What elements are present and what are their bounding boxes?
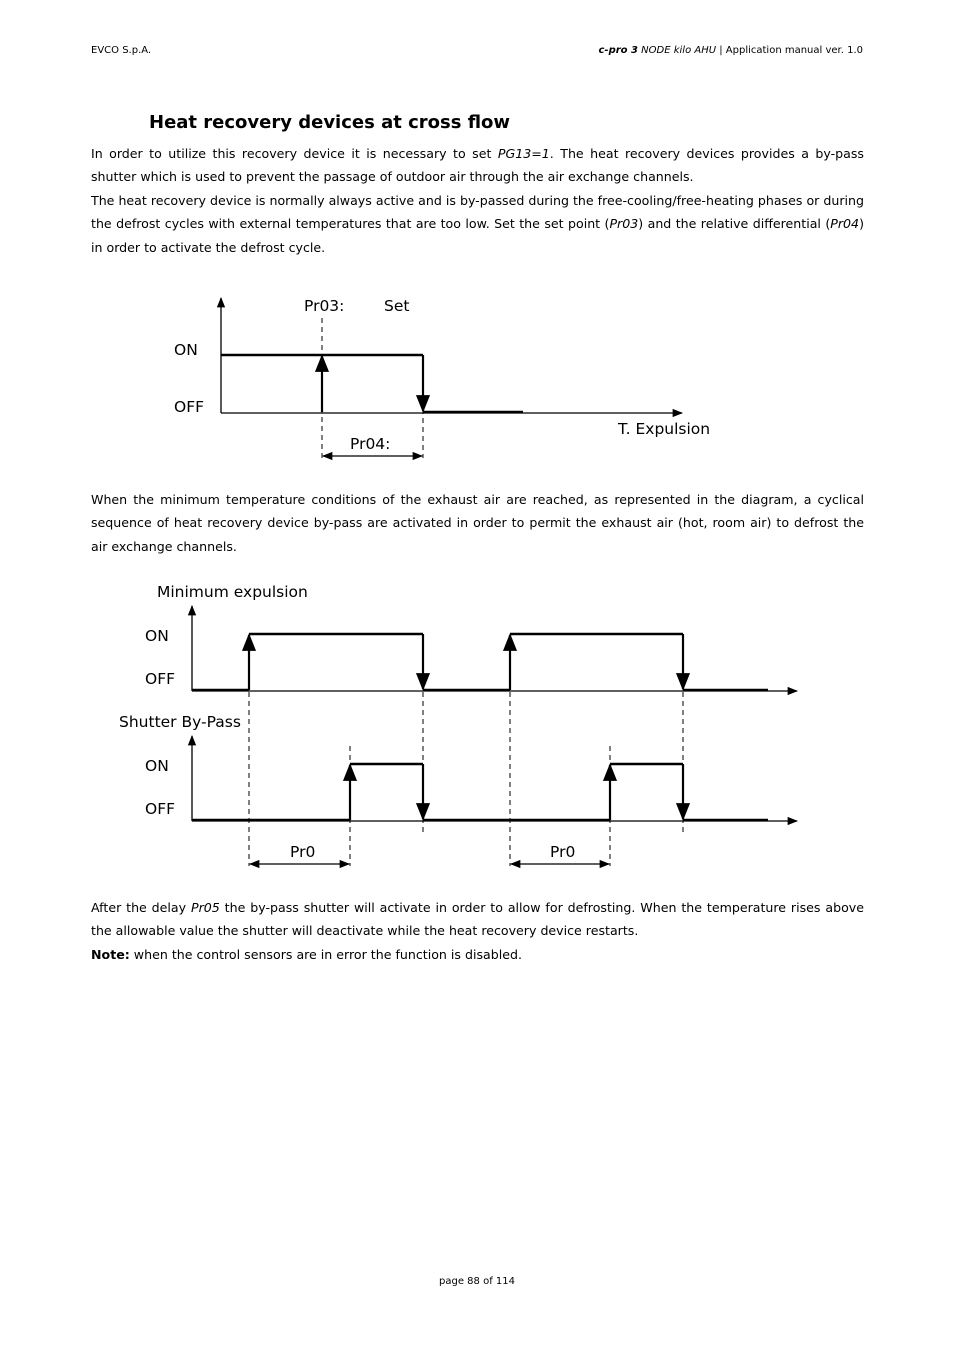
header-product-variant: NODE kilo AHU (641, 45, 717, 56)
d2-label-delay-2: Pr0 (550, 843, 576, 861)
d2-top-waveform (192, 634, 768, 690)
d2-label-top-signal: Minimum expulsion (157, 583, 308, 601)
after-paragraph: After the delay Pr05 the by-pass shutter will activate in order to allow for defrosting. When the temperature rises above the allowable value the shutter will deactivate while the heat recovery device restarts. (91, 900, 864, 939)
d1-label-set-param: Pr03: (304, 297, 345, 315)
d2-bottom-waveform (192, 764, 768, 820)
header-product: c-pro 3 (598, 45, 638, 56)
param-pr05: Pr05 (190, 900, 220, 915)
note-paragraph (91, 943, 864, 966)
section-title: Heat recovery devices at cross flow (149, 112, 511, 133)
d1-label-x-axis: T. Expulsion (618, 420, 711, 438)
d2-guide-lines (249, 692, 683, 866)
page-number: page 88 of 114 (439, 1276, 515, 1287)
d1-label-on: ON (174, 341, 198, 359)
note-label: Note: (91, 947, 130, 962)
param-pr04: Pr04 (830, 216, 860, 232)
intro-paragraph: In order to utilize this recovery device it is necessary to set PG13=1. The heat recovery devices provides a by-pass shutter which is used to prevent the passage of outdoor air through the air exchange channels. (91, 146, 864, 185)
param-pr03: Pr03 (609, 216, 639, 232)
d1-label-off: OFF (174, 398, 205, 416)
param-pg13: PG13=1 (497, 146, 550, 161)
d1-label-set: Set (384, 297, 410, 315)
defrost-paragraph: The heat recovery device is normally always active and is by-passed during the free-cooling/free-heating phases or during the defrost cycles with external temperatures that are too low. Set the set point (Pr03) and the relative differential (Pr04) in order to activate the defrost cycle. (91, 193, 864, 255)
d1-label-differential: Pr04: (350, 435, 391, 453)
note-text: when the control sensors are in error the function is disabled. (129, 947, 522, 962)
d2-bottom-label-off: OFF (145, 800, 176, 818)
header-separator: | (716, 45, 726, 56)
d2-top-label-on: ON (145, 627, 169, 645)
cycle-paragraph: When the minimum temperature conditions of the exhaust air are reached, as represented in the diagram, a cyclical sequence of heat recovery device by-pass are activated in order to permit the exhaust air (hot, room air) to defrost the air exchange channels. (91, 492, 864, 554)
d2-label-delay-1: Pr0 (290, 843, 316, 861)
header-manual: Application manual ver. 1.0 (725, 45, 863, 56)
header-company: EVCO S.p.A. (91, 45, 152, 56)
d2-bottom-label-on: ON (145, 757, 169, 775)
d2-top-label-off: OFF (145, 670, 176, 688)
d2-label-bottom-signal: Shutter By-Pass (119, 713, 241, 731)
